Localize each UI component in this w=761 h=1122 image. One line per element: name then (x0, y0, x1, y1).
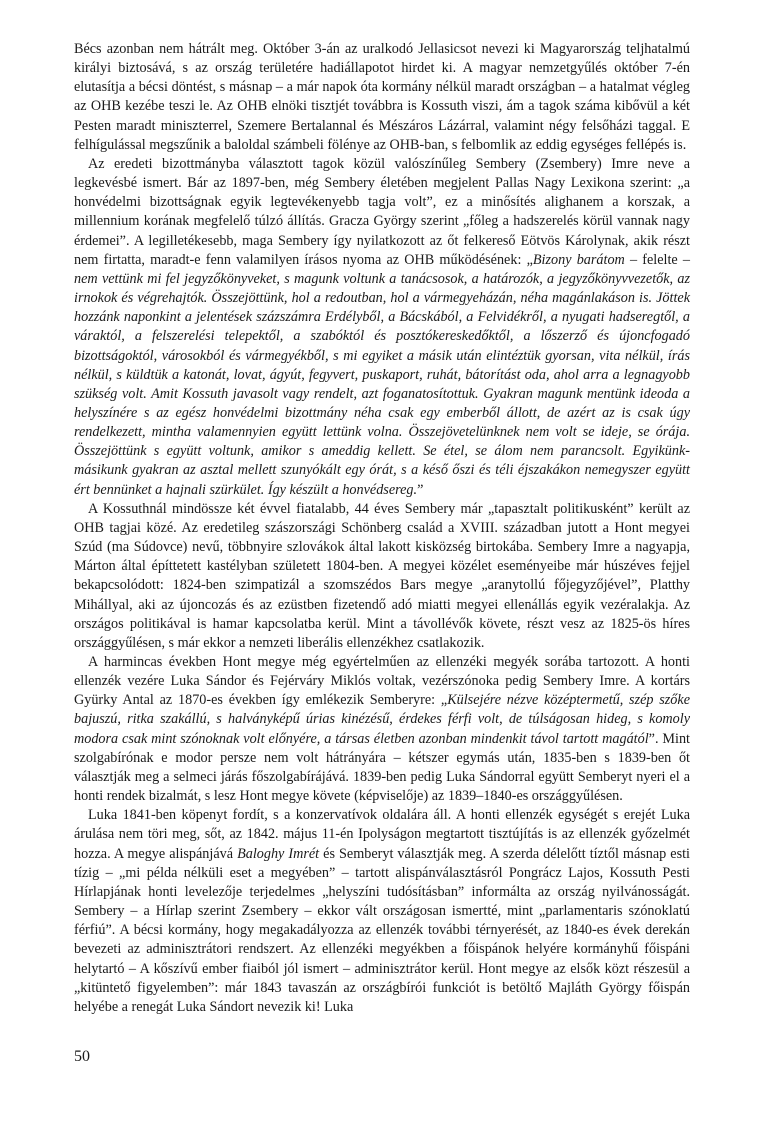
quoted-text: nem vettünk mi fel jegyzőkönyveket, s magunk voltunk a tanácsosok, a határozók, a jegyzőkönyvvezetők, az irnokok és végrehajtók. Összejöttünk, hol a redoutban, hol a vármegyeházán, néha magánlakáson is. Jöttek hozzánk naponkint a jelentések százszámra Erdélyből, a Bácskából, a Felvidékről, a nyugati hadseregtől, a váraktól, a felszerelési telepektől, a szabóktól és posztókereskedőktől, a lőszerző és újoncfogadó bizottságoktól, városokból és vármegyékből, s mi egyiket a másik után elintéztük gyorsan, vita nélkül, írás nélkül, s küldtük a katonát, lovat, ágyút, fegyvert, puskaport, ruhát, bátorítást oda, ahol arra a legnagyobb szükség volt. Amit Kossuth javasolt vagy rendelt, azt foganatosítottuk. Gyakran magunk mentünk ideoda a helyszínére s az egész honvédelmi bizottmány néha csak egy emberből állott, de azért az is csak úgy rendelkezett, mintha valamennyien együtt lettünk volna. Összejövetelünknek nem volt se ideje, se órája. Összejöttünk s együtt voltunk, amikor s ameddig kellett. Se étel, se álom nem parancsolt. Egyikünk-másikunk gyakran az asztal mellett szunyókált egy órát, s a késő őszi és téli éjszakákon nemegyszer együtt ért bennünket a hajnali szürkület. Így készült a honvédsereg. (74, 270, 690, 498)
text-run: A Kossuthnál mindössze két évvel fiatalabb, 44 éves Sembery már „tapasztalt politikusként” került az OHB tagjai közé. Az eredetileg szászországi Schönberg család a XVIII. században jutott a Hont megyei Szúd (ma Súdovce) nevű, többnyire szlovákok által lakott kisközség birtokába. Sembery Imre a nagyapja, Márton által építtetett kastélyban született 1804-ben. A megyei közélet eseményeibe már húszéves fejjel bekapcsolódott: 1824-ben szimpatizál a szomszédos Bars megye „aranytollú főjegyzőjével”, Platthy Mihállyal, aki az újoncozás és az ezüstben fizetendő adó miatti megyei ellenállás egyik vezéralakja. Az országos politikával is hamar kapcsolatba kerül. Mint a távollévők követe, részt vesz az 1825-ös híres országgyűlésen, s már ekkor a nemzeti liberális ellenzékhez csatlakozik. (74, 500, 690, 651)
paragraph (74, 155, 690, 500)
text-run: – felelte – (624, 251, 690, 268)
book-page (62, 0, 696, 1122)
body-text (74, 40, 690, 1017)
text-run: ”. Mint szolgabírónak e modor persze nem volt hátrányára – kétszer egymás után, 1835-ben s 1839-ben őt választják meg a selmeci járás főszolgabírájává. 1839-ben pedig Luka Sándorral együtt Semberyt nyeri el a honti rendek bizalmát, s lesz Hont megye követe (képviselője) az 1839–1840-es országgyűlésen. (74, 730, 690, 805)
quoted-text: Bizony barátom (532, 251, 625, 268)
text-run: és Semberyt választják meg. A szerda délelőtt tíztől másnap esti tízig – „mi példa nélküli eset a megyében” – tartott alispánválasztásról Pongrácz Lajos, Kossuth Pesti Hírlapjának honti levelezője terjedelmes „helyszíni tudósításban” informálta az ország nyilvánosságát. Sembery – a Hírlap szerint Zsembery – ekkor vált országosan ismertté, mint „parlamentaris szónoklatú férfiú”. A bécsi kormány, hogy megakadályozza az ellenzék további térnyerését, az 1840-es évek derekán bevezeti az adminisztrátori rendszert. Az ellenzéki megyékben a főispánok helyére kormányhű főispáni helytartó – A kőszívű ember fiaiból jól ismert – adminisztrátor kerül. Hont megye az elsők közt részesül a „kitüntető figyelemben”: már 1843 tavaszán az országbírói funkciót is betöltő Majláth György főispán helyébe a renegát Luka Sándort nevezik ki! Luka (74, 845, 690, 1015)
text-run: Bécs azonban nem hátrált meg. Október 3-án az uralkodó Jellasicsot nevezi ki Magyarország teljhatalmú királyi biztosává, s az ország területére hadiállapotot hirdet ki. A magyar nemzetgyűlés október 7-én elutasítja a bécsi döntést, s másnap – a már napok óta kormány nélkül maradt országban – a hatalmat végleg az OHB kezébe teszi le. Az OHB elnöki tisztjét továbbra is Kossuth viszi, ám a tagok száma kibővül a két Pesten maradt miniszterrel, Szemere Bertalannal és Mészáros Lázárral, valamint négy felsőházi taggal. E felhígulással megszűnik a baloldal számbeli fölénye az OHB-ban, s felbomlik az eddig egységes fellépés is. (74, 41, 690, 153)
text-run: A harmincas években Hont megye még egyértelműen az ellenzéki megyék sorába tartozott. A honti ellenzék vezére Luka Sándor és Fejérváry Miklós voltak, vezérszónoka pedig Sembery Imre. A kortárs Gyürky Antal az 1870-es években így emlékezik Semberyre: „ (74, 654, 690, 709)
paragraph (74, 40, 690, 155)
paragraph (74, 653, 690, 806)
quoted-text: Baloghy Imrét (237, 845, 320, 862)
quoted-text: Külsejére nézve középtermetű, szép szőke bajuszú, ritka szakállú, s halványképű úrias kinézésű, érdekes férfi volt, de túlságosan hideg, s komoly modora csak mint szónoknak volt előnyére, a társas életben azonban mindenkit távol tartott magától (74, 692, 690, 747)
paragraph (74, 806, 690, 1017)
text-run: Luka 1841-ben köpenyt fordít, s a konzervatívok oldalára áll. A honti ellenzék egységét s erejét Luka árulása nem töri meg, sőt, az 1842. május 11-én Ipolyságon megtartott tisztújítás is az ellenzék győzelmét hozza. A megye alispánjává (74, 807, 690, 862)
text-run: ” (417, 481, 424, 498)
page-number: 50 (74, 1048, 90, 1065)
text-run: Az eredeti bizottmányba választott tagok közül valószínűleg Sembery (Zsembery) Imre neve a legkevésbé ismert. Bár az 1897-ben, még Sembery életében megjelent Pallas Nagy Lexikona szerint: „a honvédelmi bizottságnak egyik legtevékenyebb tagja volt”, ez a minősítés alighanem a korszak, a millennium korának megfelelő túlzó állítás. Gracza György szerint „főleg a hadszerelés körül vannak nagy érdemei”. A legilletékesebb, maga Sembery így nyilatkozott az őt felkereső Eötvös Károlynak, akik részt nem firtatta, maradt-e fenn valamilyen írásos nyoma az OHB működésének: „ (74, 155, 690, 268)
paragraph (74, 500, 690, 653)
